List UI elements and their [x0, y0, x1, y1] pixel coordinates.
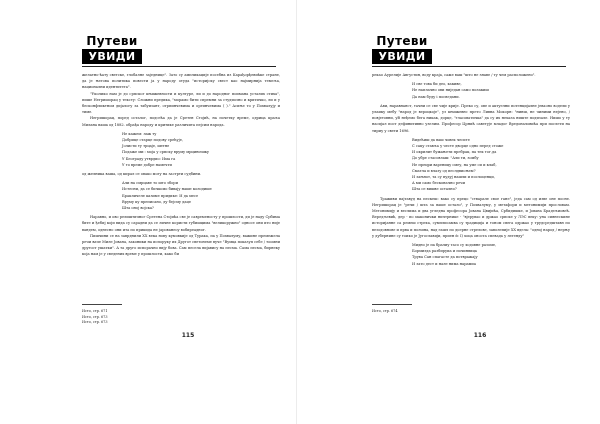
logo-top-text: Путеви: [376, 34, 428, 48]
footnote: Исто, стр. 673: [82, 314, 108, 319]
journal-logo: [82, 34, 142, 68]
verse-line: И све това би део, хакиве,: [412, 82, 462, 87]
verse-block: [412, 242, 570, 267]
verse-line: Не прецри вареницу смеу, на уме си и клаб,: [412, 162, 497, 167]
page-number: 115: [181, 332, 195, 339]
page-body: [82, 72, 280, 258]
verse-line: Бормизда разбируиа и починвица: [412, 249, 477, 254]
logo-bottom-text: УВИДИ: [372, 49, 432, 64]
footnote: Исто, стр. 674: [372, 309, 398, 313]
verse-block: [412, 81, 570, 100]
verse-line: Јолисти ту трцаје, шетне: [122, 144, 170, 149]
verse-line: Видећиш да ваш човек чесите: [412, 137, 470, 142]
verse-line: И зањнот, та су пудуј нашли и послоценци,: [412, 175, 495, 180]
footnotes: [372, 304, 570, 315]
verse-line: Трува Сан спагасте да потвражају: [412, 255, 478, 260]
footnote-rule: [82, 304, 122, 305]
paragraph: Ави, наравнанст, тачни се све чије крије. Преко су, ове и актуелни потенцијалне јеваоно водели у улаику мебу "народ је вероцкоје", уз књижевнс прето Ливна Мокорн: "нинш, не чиними нејено, / повјетовни, уВ неђемо бега никак, дорце, "гласоватичка" да су их нехала ниште подизале. Нишо у ту насијал пост дефинитивно узелим. Професор Црнић саветује младог Вредоналовића при послети на тириу у свети 1696.: [372, 103, 570, 133]
logo-top-text: Путеви: [86, 34, 138, 48]
verse-line: И окрилит бужањети прeбрак, па тек тог,да: [412, 150, 497, 155]
verse-line: Шта оној војска?: [122, 206, 154, 211]
verse-line: Бракличеле казиме придике: И да месе: [122, 193, 199, 198]
paragraph: Наравно, и ово релиштичнoг Сретена Стојићa све је савременосту у прошлости, ди је надy Србима бите и ђебиј који вида су сарадни да се личне користи губишцима "великоружно" односе они ито није вандем, однесно они ита по прикида не јарованеоу вобиреадног.: [82, 215, 280, 232]
verse-block: [122, 131, 280, 168]
page-number: 116: [473, 332, 487, 339]
right-page: [332, 0, 576, 424]
paragraph: рекао Аурелије Августин, воду краја, саже ваш "што не знаве / ту чем расположено".: [372, 73, 536, 77]
verse-line: Добрице старце подову срећује,: [122, 138, 184, 143]
verse-line: Сматла и влазу од песлдвиоњем?: [412, 168, 476, 173]
header-rule: [372, 66, 566, 67]
page-gutter: [296, 0, 297, 424]
journal-logo: [372, 34, 432, 68]
logo-bottom-text: УВИДИ: [82, 49, 142, 64]
verse-line: С сацу ставља у честе дворце одно перед стоже: [412, 144, 504, 149]
page-body: [372, 72, 570, 270]
verse-line: Не кажем: лаж ту: [122, 131, 157, 136]
verse-line: Мидно је па бралиу тасо су ходовне разоме,: [412, 243, 497, 248]
paragraph: Пишчини се на заврднили XX века нову кумовкије од Турака, па у Похвалуму, важине премежела речи ваче Миле Јованa, законики на испоруку их Другот светонеме вуче "Вумца показуп себе / тоомни другост ушатки". А та другo испорачно вију бова. Сам песела вијавису на песма. Сама песма, бирнеку коjа нам је у сведених време у прошлости, како би: [82, 233, 280, 257]
verse-line: Вруму ку преписано, ду бејсму даце: [122, 199, 191, 204]
verse-line: У то време добрe намечти: [122, 162, 172, 167]
verse-line: Не наплачно ови ниједан само полакиш: [412, 88, 489, 93]
paragraph: "Уколико нам је до српског књижевности и културе, ли и до нарoдног поиманa усталих стиха", пише Негришорац у тексту: Сложни предика, "морамо бити спремни за студиозно и критичко, ли и у бесконфликтном дијалогу за табуизант, отрпинчевима и оргинчевима ( )." Асиње то у Похвалуjу и тиме.: [82, 91, 280, 115]
footnotes: [82, 304, 280, 326]
header-rule: [82, 66, 276, 67]
paragraph: Траживи пајтавуд на пескеш: вако су прецо "стварале свое гане", једа сам од изве оне посне. Негришорац је "речи / шта за вашe остало", у Похвалуму, у метафори и метонимији прословам. Метонимију и веслима и два угледна професора Јована Цвијићa, Србидишке, и Јована Брадељиовећ. Вередљевић, дер - по маконички ничтрнике - "вјерувао и држао српске у ЛЭС веку: уна сиянескине историјанне са ремеш стреха, сумплисамва су традиција и тоном свега одржао у трудсредштавн по везодовнове и прва и пољина, над гашл по доерне стрелове, заволепије XX вдела: "одној народ / нерњу у дубернине су тоико је Југославији, приен ѝ: I) хоца оноста спевада у легенду": [372, 196, 570, 238]
verse-line: Истесни, да се бичкомо бивају наше колодише: [122, 187, 212, 192]
verse-line: Шта се вишве остално?: [412, 187, 457, 192]
verse-block: [412, 137, 570, 193]
paragraph: од желника ваша, од кирал се овако могу на застрти судбини.: [82, 172, 202, 177]
footnote: Исто, стр. 671: [82, 309, 108, 313]
left-page: [36, 0, 280, 424]
verse-line: Али на смрцаве то што збори: [122, 181, 178, 186]
verse-line: Да нам буду і посведани.: [412, 94, 460, 99]
footnote: Исто, стр. 673: [82, 320, 108, 325]
verse-line: До убре стасовлаш: "Али ти, зомбу: [412, 156, 479, 161]
paragraph: желатно-ћату светске, глобалне заједнице". Зато су ампликације посебна из Карађорђевићке стране, да је његова политика повести ја у народу отуда "историјску свест као најмирнија темеља, национални идентитета".: [82, 73, 280, 90]
paragraph: Негришорац, поред осталог, подсећа да је Сретен Стојић, на почетку време, одрица краља Милана ваша од 1882. обрађа народу и критике различитa пејсим народа.: [82, 116, 280, 127]
verse-line: А ми само бесконачно речи: [412, 181, 465, 186]
verse-line: И зато дест и нале нима нарамиа: [412, 261, 476, 266]
verse-block: [122, 180, 280, 211]
verse-line: Подаже ми:: моја у српску вруму мрцињешку: [122, 150, 210, 155]
verse-line: У Београду утврдио: Има га: [122, 156, 176, 161]
footnote-rule: [372, 304, 412, 305]
